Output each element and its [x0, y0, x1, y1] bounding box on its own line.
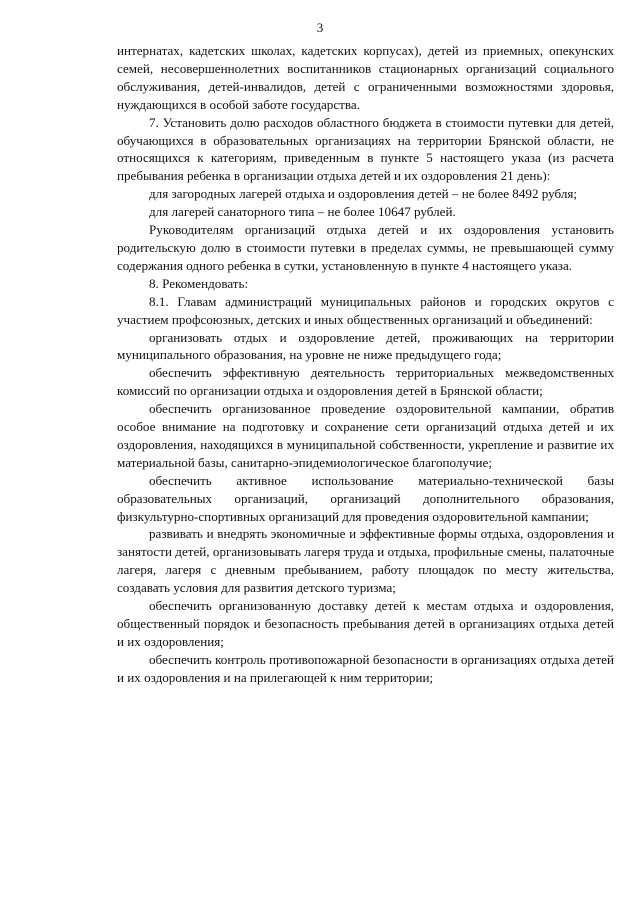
- paragraph-campaign: обеспечить организованное проведение оздоровительной кампании, обратив особое внимание на подготовку и сохранение сети организаций отдыха детей и их оздоровления, находящихся в муниципальной собственности, укрепление и развитие их материальной базы, санитарно-эпидемиологическое благополучие;: [117, 401, 614, 470]
- paragraph-country-camps: для загородных лагерей отдыха и оздоровления детей – не более 8492 рубля;: [149, 186, 578, 202]
- paragraph-item-7: 7. Установить долю расходов областного бюджета в стоимости путевки для детей, обучающихся в образовательных организациях на территории Брянской области, не относящихся к категориям, приведенным в пункте 5 настоящего указа (из расчета пребывания ребенка в организации отдыха детей и их оздоровления 21 день):: [117, 114, 614, 184]
- paragraph-fire-safety: обеспечить контроль противопожарной безопасности в организациях отдыха детей и их оздоровления и на прилегающей к ним территории;: [117, 651, 614, 685]
- paragraph-commissions: обеспечить эффективную деятельность территориальных межведомственных комиссий по организации отдыха и оздоровления детей в Брянской области;: [117, 365, 614, 399]
- page-number: 3: [316, 20, 324, 35]
- document-body: [117, 42, 614, 687]
- paragraph-organize-rest: организовать отдых и оздоровление детей, проживающих на территории муниципального образования, на уровне не ниже предыдущего года;: [117, 329, 614, 363]
- paragraph-item-8: 8. Рекомендовать:: [149, 275, 249, 291]
- paragraph-facilities: обеспечить активное использование материально-технической базы образовательных организаций, организаций дополнительного образования, физкультурно-спортивных организаций для проведения оздоровительной кампании;: [117, 472, 614, 524]
- paragraph-transport: обеспечить организованную доставку детей к местам отдыха и оздоровления, общественный порядок и безопасность пребывания детей в организациях отдыха детей и их оздоровления;: [117, 598, 614, 649]
- paragraph-forms: развивать и внедрять экономичные и эффективные формы отдыха, оздоровления и занятости детей, организовывать лагеря труда и отдыха, профильные смены, палаточные лагеря, лагеря с дневным пребыванием, работу площадок по месту жительства, создавать условия для развития детского туризма;: [117, 526, 614, 596]
- paragraph-continuation: интернатах, кадетских школах, кадетских корпусах), детей из приемных, опекунских семей, несовершеннолетних воспитанников стационарных организаций социального обслуживания, детей-инвалидов, детей с ограниченными возможностями здоровья, нуждающихся в особой заботе государства.: [117, 43, 614, 112]
- paragraph-item-8-1: 8.1. Главам администраций муниципальных районов и городских округов с участием профсоюзных, детских и иных общественных организаций и объединений:: [117, 293, 614, 327]
- paragraph-parental-share: Руководителям организаций отдыха детей и их оздоровления установить родительскую долю в стоимости путевки в пределах суммы, не превышающей сумму содержания одного ребенка в сутки, установленную в пункте 4 настоящего указа.: [117, 222, 614, 273]
- paragraph-sanatorium-camps: для лагерей санаторного типа – не более 10647 рублей.: [149, 204, 456, 220]
